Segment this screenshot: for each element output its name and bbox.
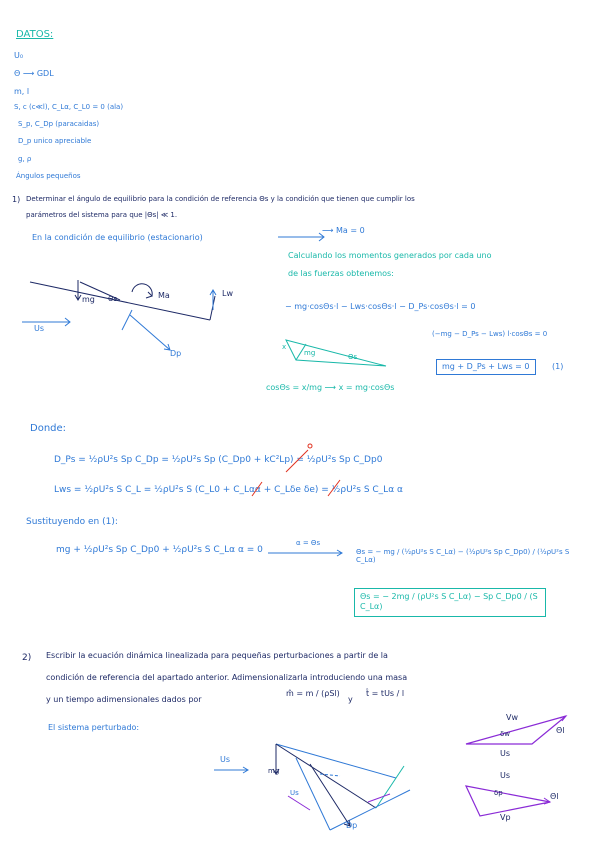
datos-item: Ángulos pequeños [16, 172, 81, 180]
mhat-def: m̂ = m / (ρSl) [286, 689, 340, 698]
fig-label: Θ̇l [550, 792, 559, 801]
datos-item: g, ρ [18, 155, 32, 163]
eq-condition: En la condición de equilibrio (estacionario) [32, 233, 203, 242]
cancel-marks [280, 440, 480, 500]
q1-statement: Determinar el ángulo de equilibrio para la condición de referencia Θs y la condición que tienen que cumplir los [26, 195, 415, 203]
q2-statement: y un tiempo adimensionales dados por [46, 695, 202, 704]
sust-label: Sustituyendo en (1): [26, 517, 118, 527]
fig-label: mg [304, 349, 316, 357]
fig-label: Vp [500, 813, 511, 822]
datos-item: S_p, C_Dp (paracaidas) [18, 120, 100, 128]
boxed-theta-result: Θs = − 2mg / (ρU²s S C_Lα) − Sp C_Dp0 / (S C_Lα) [354, 588, 546, 617]
fig-label: δp [494, 789, 503, 797]
q1-statement: parámetros del sistema para que |Θs| ≪ 1. [26, 211, 178, 219]
moment-eq: (−mg − D_Ps − Lws) l·cosΘs = 0 [432, 330, 548, 338]
that-def: t̂ = tUs / l [366, 689, 405, 698]
sust-equation: mg + ½ρU²s Sp C_Dp0 + ½ρU²s S C_Lα α = 0 [56, 545, 263, 555]
cos-relation: cosΘs = x/mg ⟶ x = mg·cosΘs [266, 383, 395, 392]
arrow-icon [268, 550, 348, 560]
dps-equation: D_Ps = ½ρU²s Sp C_Dp = ½ρU²s Sp (C_Dp0 + kC²Lp) = ½ρU²s Sp C_Dp0 [54, 455, 383, 465]
lws-equation: Lws = ½ρU²s S C_L = ½ρU²s S (C_L0 + C_Lαα + C_Lδe δe) = ½ρU²s S C_Lα α [54, 485, 403, 495]
fig-label: Vw [506, 713, 519, 722]
fig-label: mg [268, 767, 280, 775]
donde-label: Donde: [30, 423, 67, 434]
alpha-relation: α = Θs [296, 539, 321, 547]
fig-label: Θs [348, 353, 358, 361]
datos-item: Θ ⟶ GDL [14, 69, 54, 78]
forces-diagram [20, 270, 260, 365]
fig-label: Θ̇l [556, 726, 565, 735]
theta-intermediate: Θs = − mg / (½ρU²s S C_Lα) − (½ρU²s Sp C_Dp0) / (½ρU²s S C_Lα) [356, 548, 570, 565]
eq-result: ⟶ Ma = 0 [322, 226, 365, 235]
fig-label: Ma [158, 291, 170, 300]
fig-label: Us [500, 749, 511, 758]
q2-and: y [348, 695, 353, 704]
moments-text: Calculando los momentos generados por cada uno [288, 251, 492, 260]
moment-eq: − mg·cosΘs·l − Lws·cosΘs·l − D_Ps·cosΘs·l = 0 [285, 302, 476, 311]
fig-label: Us [500, 771, 511, 780]
equation-number: (1) [552, 362, 564, 371]
boxed-result: mg + D_Ps + Lws = 0 [436, 359, 536, 375]
triangle-diagram [282, 336, 392, 376]
datos-title: DATOS: [16, 29, 54, 40]
q1-number: 1) [12, 195, 21, 204]
fig-label: x [282, 343, 287, 351]
fig-label: Θs [108, 295, 118, 303]
fig-label: Us [34, 324, 45, 333]
perturbed-diagram [200, 738, 425, 838]
q2-statement: condición de referencia del apartado anterior. Adimensionalizarla introduciendo una masa [46, 673, 408, 682]
q2-number: 2) [22, 653, 32, 663]
fig-label: Us [220, 755, 231, 764]
fig-label: Us [290, 789, 299, 797]
sistema-label: El sistema perturbado: [48, 723, 140, 732]
arrow-icon [278, 230, 328, 242]
datos-item: U₀ [14, 51, 24, 60]
datos-item: S, c (c≪l), C_Lα, C_L0 = 0 (ala) [14, 103, 124, 111]
moments-text: de las fuerzas obtenemos: [288, 269, 394, 278]
fig-label: mg [82, 295, 95, 304]
fig-label: Lw [222, 289, 233, 298]
fig-label: δw [500, 730, 511, 738]
q2-statement: Escribir la ecuación dinámica linealizada para pequeñas perturbaciones a partir de la [46, 651, 388, 660]
datos-item: m, l [14, 87, 30, 96]
datos-item: D_p unico apreciable [18, 137, 92, 145]
fig-label: Dp [346, 821, 358, 830]
fig-label: Dp [170, 349, 182, 358]
